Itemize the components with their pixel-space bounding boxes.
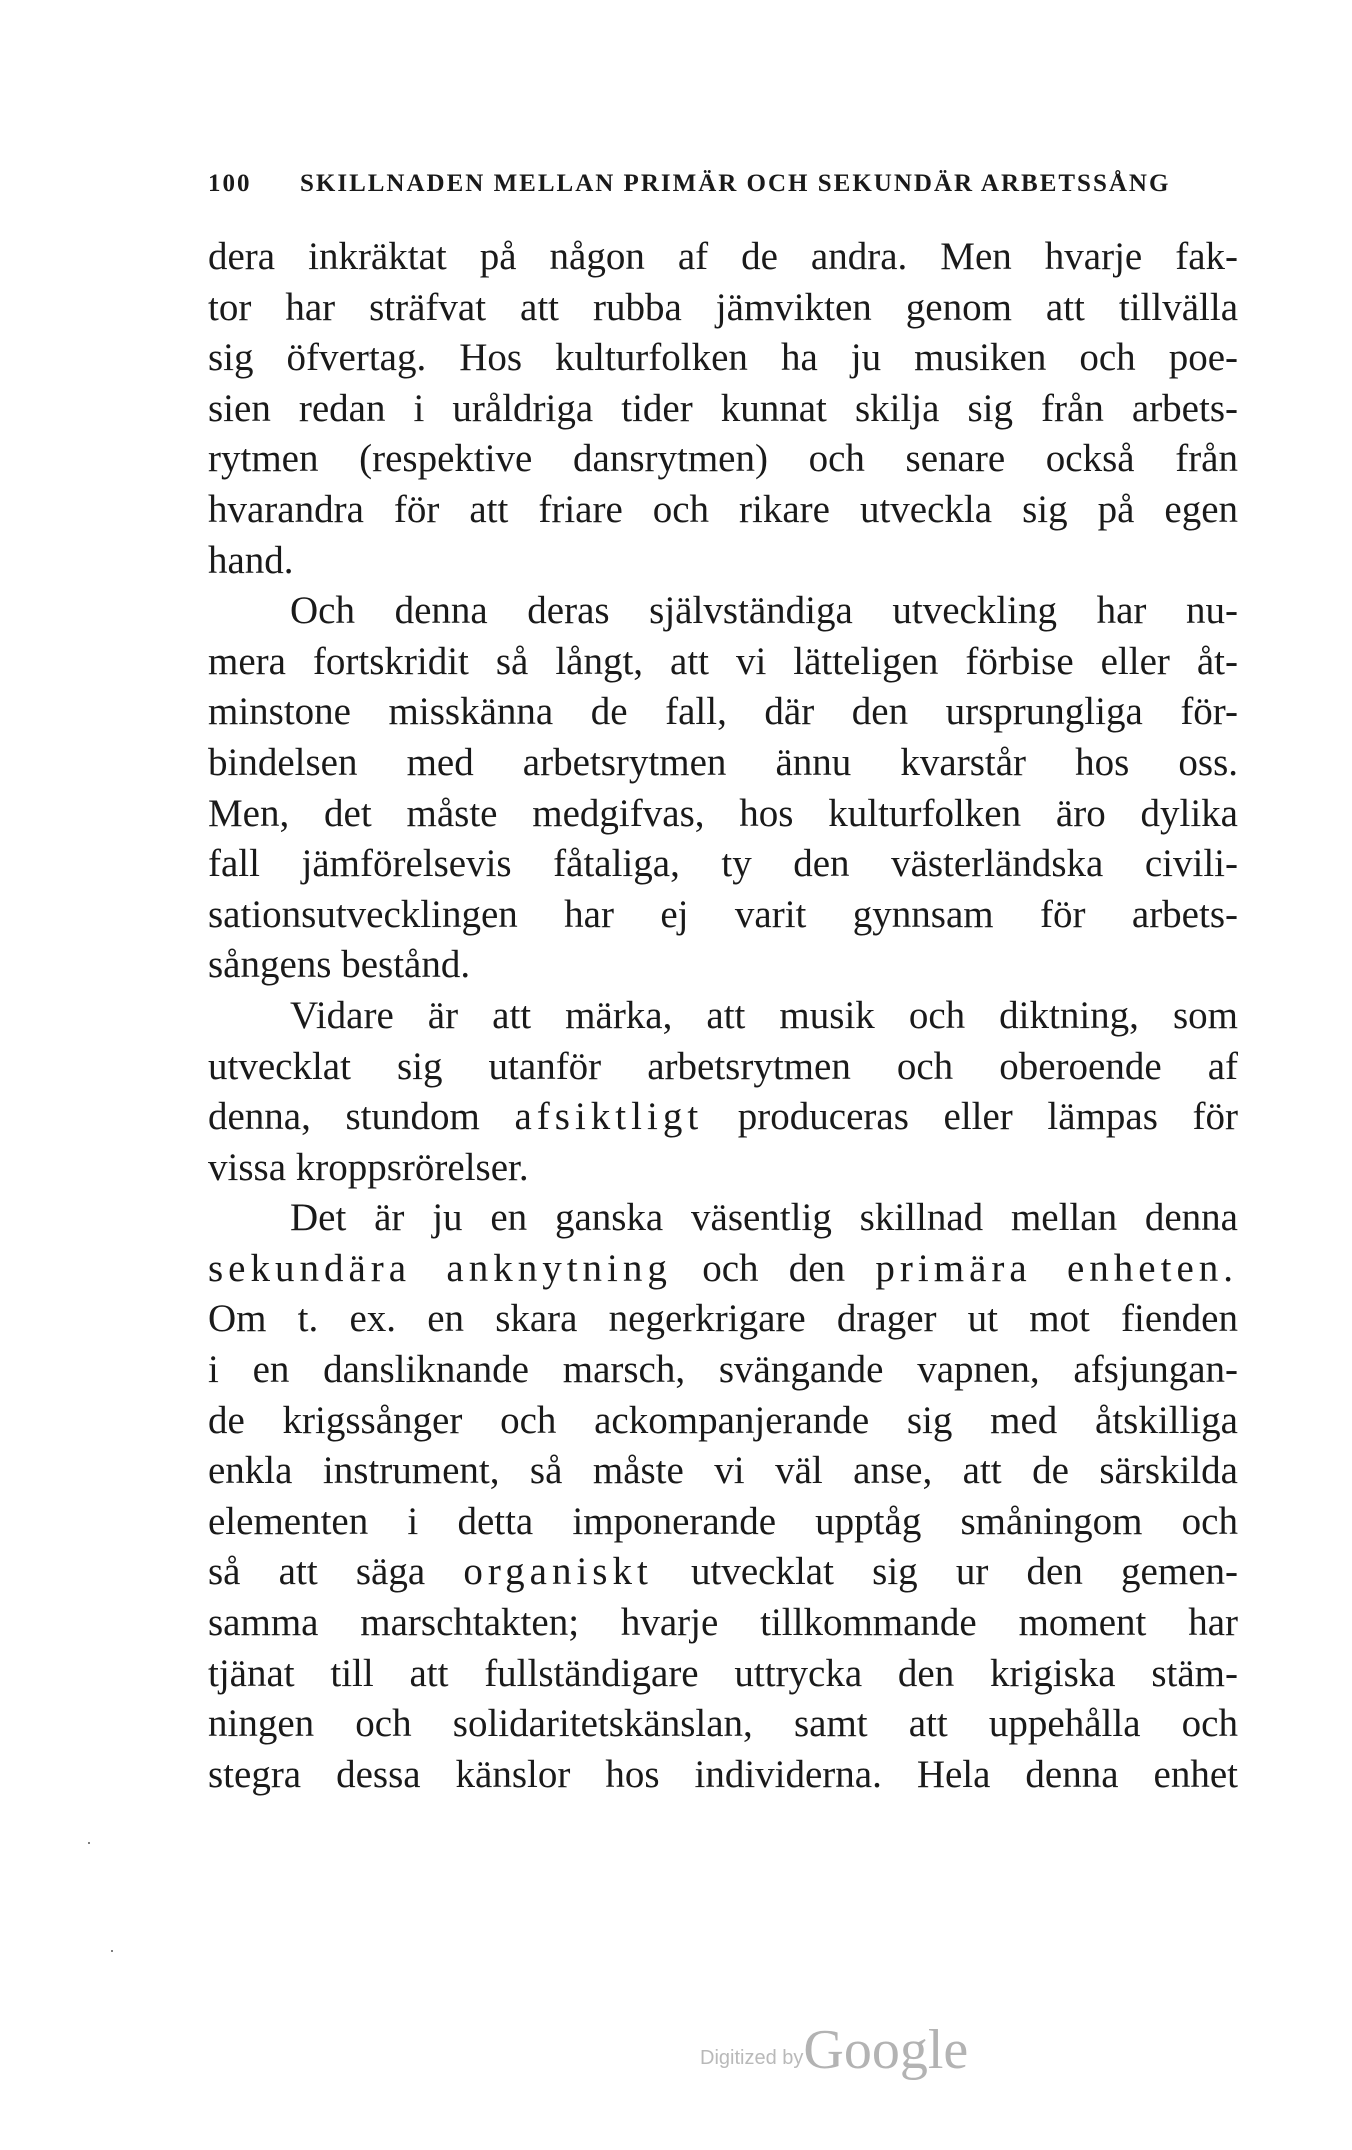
- text-segment: utvecklat sig utanför arbetsrytmen och oberoende af: [208, 1044, 1238, 1088]
- text-line: [208, 991, 1238, 1042]
- text-segment: samma marschtakten; hvarje tillkommande moment har: [208, 1601, 1238, 1645]
- text-line: [208, 1345, 1238, 1396]
- text-segment: hvarandra för att friare och rikare utveckla sig på egen: [208, 487, 1238, 531]
- text-line: [208, 384, 1238, 435]
- text-segment: i en dansliknande marsch, svängande vapnen, afsjungan-: [208, 1348, 1238, 1392]
- text-line: [208, 1497, 1238, 1548]
- text-segment: minstone misskänna de fall, där den ursprungliga för-: [208, 690, 1238, 734]
- text-line: [208, 1193, 1238, 1244]
- text-segment: denna, stundom: [208, 1095, 515, 1139]
- text-line: [208, 1598, 1238, 1649]
- text-segment: Vidare är att märka, att musik och diktning, som: [290, 993, 1238, 1037]
- running-title: SKILLNADEN MELLAN PRIMÄR OCH SEKUNDÄR ARBETSSÅNG: [300, 170, 1171, 197]
- text-segment: enkla instrument, så måste vi väl anse, att de särskilda: [208, 1449, 1238, 1493]
- text-segment: Om t. ex. en skara negerkrigare drager ut mot fienden: [208, 1297, 1238, 1341]
- text-line: [208, 283, 1238, 334]
- text-segment: sationsutvecklingen har ej varit gynnsam för arbets-: [208, 892, 1238, 936]
- text-line: [208, 434, 1238, 485]
- text-segment: produceras eller lämpas för: [703, 1095, 1239, 1139]
- text-line: [208, 1699, 1238, 1750]
- text-line: [208, 1649, 1238, 1700]
- text-segment: Och denna deras självständiga utveckling har nu-: [290, 589, 1238, 633]
- text-line: [208, 536, 1238, 587]
- text-line: [208, 333, 1238, 384]
- text-segment: elementen i detta imponerande upptåg småningom och: [208, 1499, 1238, 1543]
- text-segment: sien redan i uråldriga tider kunnat skilja sig från arbets-: [208, 386, 1238, 430]
- text-line: [208, 1092, 1238, 1143]
- text-line: [208, 1042, 1238, 1093]
- text-line: [208, 232, 1238, 283]
- text-segment: tjänat till att fullständigare uttrycka den krigiska stäm-: [208, 1651, 1238, 1695]
- text-line: [208, 1244, 1238, 1295]
- text-line: [208, 1396, 1238, 1447]
- text-segment: bindelsen med arbetsrytmen ännu kvarstår hos oss.: [208, 740, 1238, 784]
- text-line: [208, 839, 1238, 890]
- text-segment: vissa kroppsrörelser.: [208, 1145, 529, 1189]
- body-text: [208, 232, 1238, 1800]
- text-line: [208, 1446, 1238, 1497]
- text-line: [208, 1750, 1238, 1801]
- text-line: [208, 1294, 1238, 1345]
- scan-speck: [111, 1950, 113, 1952]
- text-segment: Men, det måste medgifvas, hos kulturfolken äro dylika: [208, 791, 1238, 835]
- text-line: [208, 890, 1238, 941]
- text-segment: och den: [671, 1246, 876, 1290]
- text-line: [208, 1547, 1238, 1598]
- text-line: [208, 738, 1238, 789]
- text-line: [208, 687, 1238, 738]
- emphasized-spaced-text: organiskt: [463, 1550, 653, 1594]
- emphasized-spaced-text: sekundära anknytning: [208, 1246, 672, 1290]
- text-segment: sig öfvertag. Hos kulturfolken ha ju musiken och poe-: [208, 336, 1238, 380]
- watermark-prefix: Digitized by: [700, 2047, 804, 2069]
- text-segment: tor har sträfvat att rubba jämvikten genom att tillvälla: [208, 285, 1238, 329]
- text-segment: dera inkräktat på någon af de andra. Men hvarje fak-: [208, 235, 1238, 278]
- text-line: [208, 485, 1238, 536]
- text-segment: hand.: [208, 538, 294, 582]
- text-line: [208, 586, 1238, 637]
- text-line: [208, 637, 1238, 688]
- text-segment: ningen och solidaritetskänslan, samt att uppehålla och: [208, 1702, 1238, 1746]
- running-head: [208, 170, 1238, 198]
- text-line: [208, 1143, 1238, 1194]
- text-segment: de krigssånger och ackompanjerande sig med åtskilliga: [208, 1398, 1238, 1442]
- text-segment: utvecklat sig ur den gemen-: [652, 1550, 1238, 1594]
- text-segment: så att säga: [208, 1550, 464, 1594]
- text-segment: stegra dessa känslor hos individerna. Hela denna enhet: [208, 1752, 1238, 1796]
- text-line: [208, 940, 1238, 991]
- text-segment: mera fortskridit så långt, att vi lätteligen förbise eller åt-: [208, 639, 1238, 683]
- text-segment: fall jämförelsevis fåtaliga, ty den västerländska civili-: [208, 842, 1238, 886]
- emphasized-spaced-text: primära enheten.: [875, 1246, 1239, 1290]
- text-segment: rytmen (respektive dansrytmen) och senare också från: [208, 437, 1238, 481]
- emphasized-spaced-text: afsiktligt: [514, 1095, 704, 1139]
- page-number: 100: [208, 170, 252, 197]
- text-segment: sångens bestånd.: [208, 943, 471, 987]
- scan-speck: [88, 1842, 90, 1844]
- text-line: [208, 789, 1238, 840]
- digitized-by-google-watermark: [700, 2018, 968, 2082]
- text-segment: Det är ju en ganska väsentlig skillnad mellan denna: [290, 1196, 1238, 1240]
- google-logo: Google: [803, 2019, 969, 2081]
